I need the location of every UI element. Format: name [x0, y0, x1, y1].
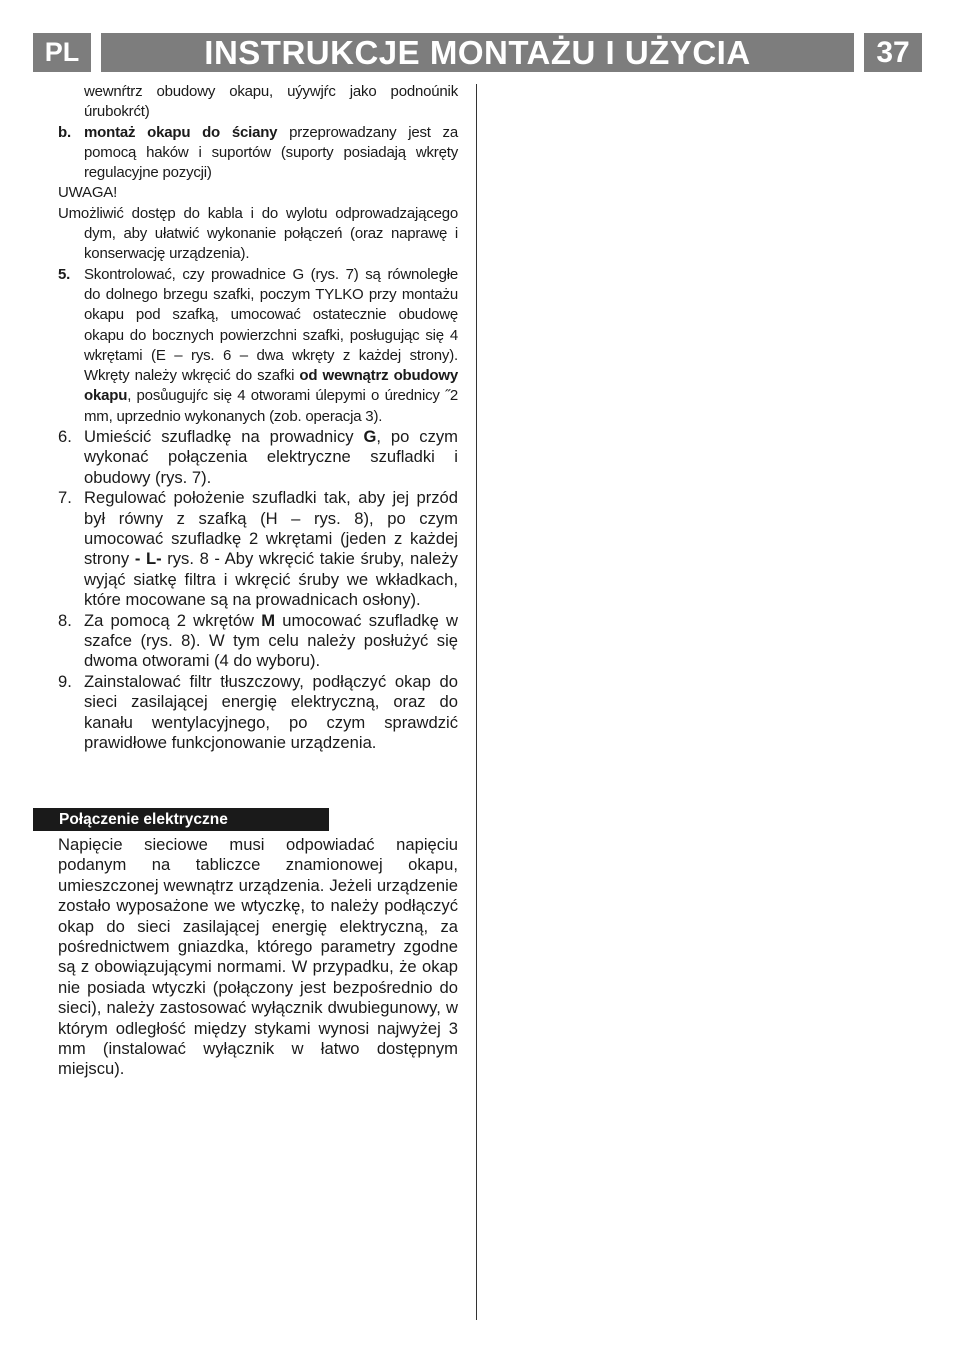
instructions-block-1 — [58, 82, 458, 427]
continued-text: wewnŕtrz obudowy okapu, uýywjŕc jako podnoúnik úrubokrćt) — [84, 83, 458, 121]
language-badge: PL — [33, 33, 91, 72]
item-number: 5. — [58, 265, 71, 283]
page-title: INSTRUKCJE MONTAŻU I UŻYCIA — [101, 33, 854, 72]
item-number: 6. — [58, 427, 72, 446]
paragraph: Napięcie sieciowe musi odpowiadać napięciu podanym na tabliczce znamionowej okapu, umieszczonej wewnątrz urządzenia. Jeżeli urządzenie zostało wyposażone we wtyczkę, to należy podłączyć okap do sieci zasilającej energię elektryczną, za pośrednictwem gniazdka, którego parametry zgodne są z obowiązującymi normami. W przypadku, że okap nie posiada wtyczki (połączony jest bezpośrednio do sieci), należy zastosować wyłącznik dwubiegunowy, w którym odległość między stykami wynosi najwyżej 3 mm (instalować wyłącznik w łatwo dostępnym miejscu). — [58, 835, 458, 1079]
item-number: b. — [58, 123, 71, 141]
list-item-7 — [58, 488, 458, 610]
item-number: 7. — [58, 488, 72, 508]
item-bold-text: od wewnątrz obudowy okapu — [84, 367, 458, 405]
item-text: Umieścić szufladkę na prowadnicy G, po czym wykonać połączenia elektryczne szufladki i obudowy (rys. 7). — [84, 427, 458, 487]
section-heading-electrical: Połączenie elektryczne — [33, 808, 329, 831]
item-text: Zainstalować filtr tłuszczowy, podłączyć okap do sieci zasilającej energię elektryczną, oraz do kanału wentylacyjnego, po czym sprawdzić prawidłowe funkcjonowanie urządzenia. — [84, 671, 458, 753]
column-divider — [476, 84, 477, 1320]
warning-label: UWAGA! — [58, 184, 118, 202]
item-bold-text: montaż okapu do ściany — [84, 123, 278, 141]
item-number: 8. — [58, 610, 72, 630]
instructions-block-2 — [58, 427, 458, 754]
item-text: montaż okapu do ściany przeprowadzany jest za pomocą haków i suportów (suporty posiadają wkręty regulacyjne pozycji) — [84, 123, 458, 182]
list-item-8 — [58, 611, 458, 672]
warning-text: Umożliwić dostęp do kabla i do wylotu odprowadzającego dym, aby ułatwić wykonanie połączeń (oraz naprawę i konserwację urządzenia). — [58, 204, 458, 263]
page-number: 37 — [864, 33, 922, 72]
list-item-6 — [58, 427, 458, 488]
list-item-5 — [58, 265, 458, 427]
item-number: 9. — [58, 671, 72, 691]
list-item-9 — [58, 672, 458, 754]
item-text: Skontrolować, czy prowadnice G (rys. 7) są równoległe do dolnego brzegu szafki, poczym TYLKO przy montażu okapu pod szafką, umocować ostatecznie obudowę okapu do bocznych powierzchni szafki, posługując się 4 wkrętami (E – rys. 6 – dwa wkręty z każdej strony). Wkręty należy wkręcić do szafki od wewnątrz obudowy okapu, posůugujŕc się 4 otworami úlepymi o úrednicy ˝2 mm, uprzednio wykonanych (zob. operacja 3). — [84, 265, 458, 425]
electrical-connection-text — [58, 835, 458, 1080]
list-item-b — [58, 123, 458, 184]
item-text: Za pomocą 2 wkrętów M umocować szufladkę w szafce (rys. 8). W tym celu należy posłużyć się dwoma otworami (4 do wyboru). — [84, 610, 458, 671]
item-text: Regulować położenie szufladki tak, aby jej przód był równy z szafką (H – rys. 8), po czym umocować szufladkę 2 wkrętami (jeden z każdej strony - L- rys. 8 - Aby wkręcić takie śruby, należy wyjąć siatkę filtra i wkręcić śruby we wkładkach, które mocowane są na prowadnicach osłony). — [84, 488, 458, 610]
